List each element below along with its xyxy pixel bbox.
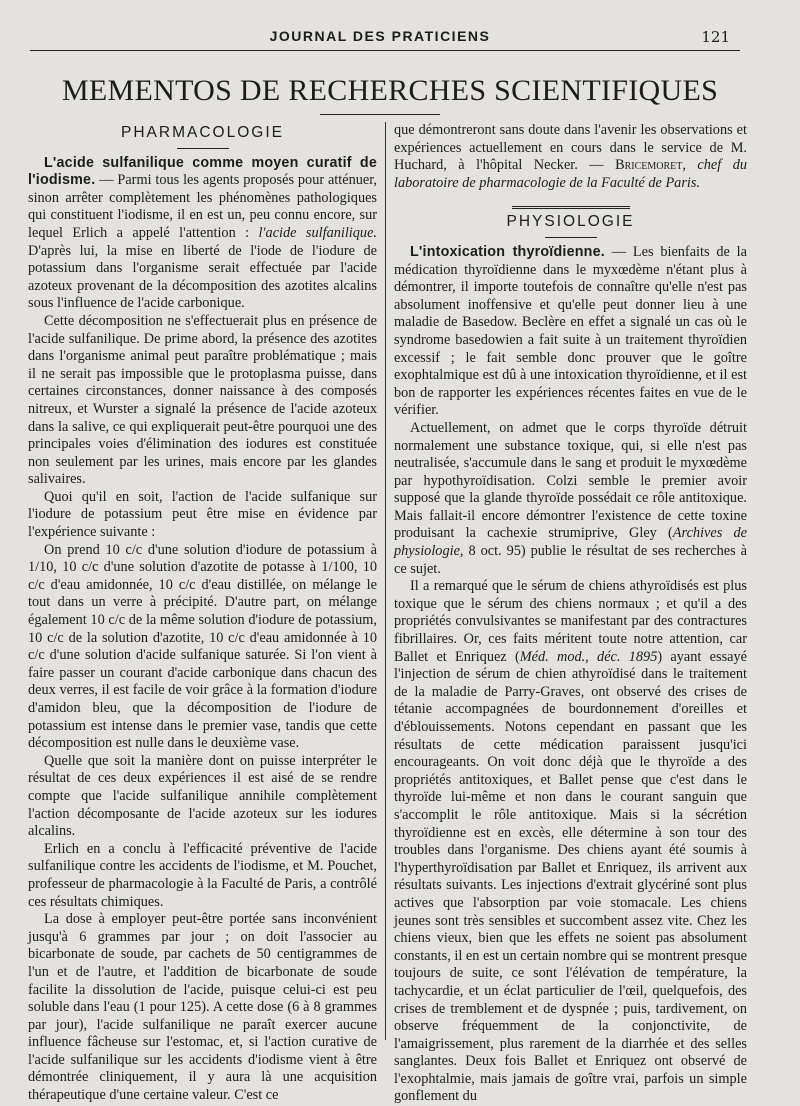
journal-title: JOURNAL DES PRATICIENS xyxy=(269,28,491,44)
section-rule xyxy=(545,237,597,238)
paragraph-text: D'après lui, la mise en liberté de l'iode de l'iodure de potassium dans l'organisme serait effectuée par l'acide azoteux provenant de la décomposition des azotites alcalins sous l'influence de l'acide carbonique. xyxy=(28,242,377,312)
page-number: 121 xyxy=(701,28,730,46)
left-column xyxy=(28,122,377,1104)
article-paragraph xyxy=(28,155,377,313)
article-paragraph xyxy=(394,420,747,578)
paragraph-text: que démontreront sans doute dans l'avenir les observations et expériences actuellement en cours dans le service de M. Huchard, à l'hôpital Necker. — xyxy=(394,122,747,174)
article-paragraph: Quelle que soit la manière dont on puisse interpréter le résultat de ces deux expériences il est aisé de se rendre compte que l'acide sulfanilique annihile complètement l'action décomposante de l'acide azoteux sur les iodures alcalins. xyxy=(28,752,377,840)
italic-text: l'acide sulfanilique. xyxy=(258,224,377,241)
italic-text: Méd. mod., déc. 1895 xyxy=(519,648,658,665)
article-paragraph: Erlich en a conclu à l'efficacité préventive de l'acide sulfanilique contre les accidents de l'iodisme, et M. Pouchet, professeur de pharmacologie à la Faculté de Paris, a contrôlé ces résultats chimiques. xyxy=(28,840,377,910)
paragraph-text: ) ayant essayé l'injection de sérum de chien athyroïdisé dans le traitement de la maladie de Parry-Graves, ont observé des crises de tétanie accompagnées de bourdonnement d'oreilles et d'éblouissements. Notons cependant en passant que les résultats de cette médication paraissent jusqu'ici encourageants. On voit donc déjà que le thyroïde a des propriétés antitoxiques, et Ballet pense que c'est dans le thyroïde lui-même et non dans le courant sanguin que s'accomplit le rôle antitoxique. Mais si la sécrétion thyroïdienne est en excès, elle détermine à son tour des troubles dans l'organisme. Des chiens ayant été soumis à l'hyperthyroïdisation par Ballet et Enriquez, ils arrivent aux résultats suivants. Les injections d'extrait glycériné sont plus actives que l'absorption par voie stomacale. Les chiens jeunes sont très sensibles et succombent assez vite. Chez les chiens vieux, bien que les effets ne soient pas absolument constants, il en est un certain nombre qui se montrent presque toujours de suite, ce sont l'élévation de température, la tachycardie, et un éclat particulier de l'œil, quelquefois, des crises de tremblement et de dyspnée ; puis, tardivement, on observe fréquemment de la conjonctivite, de l'amaigrissement, plus rarement de la diarrhée et des selles sanglantes. Deux fois Ballet et Enriquez ont observé de l'exophtalmie, mais jamais de goître vrai, parfois un simple gonflement du xyxy=(394,648,747,1105)
paragraph-text: Actuellement, on admet que le corps thyroïde détruit normalement une substance toxique, qui, si elle n'est pas neutralisée, s'accumule dans le sang et produit le myxœdème par hypothyroïdisation. Colzi semble le premier avoir supposé que la glande thyroïde possédait ce rôle antitoxique. Mais fallait-il encore démontrer l'existence de cette toxine produisant la cachexie strumiprive, Gley ( xyxy=(394,419,747,542)
article-lead: L'intoxication thyroïdienne. xyxy=(410,243,605,260)
article-paragraph xyxy=(394,578,747,1106)
paragraph-text: — Les bienfaits de la médication thyroïdienne dans le myxœdème n'étant plus à démontrer, il importe toutefois de connaître qu'elle n'est pas absolument inoffensive et qu'elle peut donner lieu à une maladie de Basedow. Beclère en effet a signalé un cas où le syndrome basedowien a fait suite à un traitement thyroïdien excessif ; le fait semble donc prouver que le goître exophtalmique est dû à une intoxication thyroïdienne, et il est bon de rapporter les expériences récentes faites en vue de le vérifier. xyxy=(394,243,747,419)
article-paragraph: On prend 10 c/c d'une solution d'iodure de potassium à 1/10, 10 c/c d'une solution d'azotite de potasse à 1/100, 10 c/c d'eau amidonnée, 10 c/c d'eau distillée, on mélange le tout dans un verre à précipité. D'autre part, on mélange également 10 c/c de la même solution d'iodure de potassium, 10 c/c de la solution d'azotite, 10 c/c d'eau amidonnée à 10 c/c d'une solution d'acide sulfanique saturée. Si l'on vient à faire passer un courant d'acide carbonique dans chacun des deux verres, il est facile de voir grâce à la formation d'iodure d'amidon bleu, que la décomposition de l'iodure de potassium est intense dans le premier vase, tandis que cette décomposition est nulle dans le deuxième vase. xyxy=(28,541,377,752)
article-lead: L'acide sulfanilique comme moyen curatif de l'iodisme. xyxy=(28,154,377,189)
running-head xyxy=(30,28,730,50)
author-role: chef du laboratoire de pharmacologie de la Faculté de Paris. xyxy=(394,157,748,191)
section-separator xyxy=(512,206,630,209)
article-paragraph xyxy=(394,244,747,420)
title-rule xyxy=(320,114,440,115)
section-rule xyxy=(177,148,229,149)
article-paragraph: Cette décomposition ne s'effectuerait plus en présence de l'acide sulfanilique. De prime abord, la présence des azotites dans l'organisme animal peut paraître problématique ; mais il ne serait pas impossible que le protoplasma puisse, dans certaines circonstances, donner naissance à des composés nitreux, et Wurster a signalé la présence de l'acide azoteux dans la salive, ce qui expliquerait peut-être pourquoi une des principales voies d'élimination des iodures est constituée non seulement par les urines, mais encore par les glandes salivaires. xyxy=(28,312,377,488)
section-heading-pharmacologie: PHARMACOLOGIE xyxy=(121,124,284,141)
article-paragraph: Quoi qu'il en soit, l'action de l'acide sulfanique sur l'iodure de potassium peut être mise en évidence par l'expérience suivante : xyxy=(28,488,377,541)
column-divider xyxy=(385,122,386,1040)
paragraph-text: 8 oct. 95) publie le résultat de ses recherches à ce sujet. xyxy=(394,543,747,577)
article-continuation xyxy=(394,122,747,192)
section-heading-physiologie: PHYSIOLOGIE xyxy=(506,213,635,231)
paragraph-text: — Parmi tous les agents proposés pour atténuer, sinon arrêter complètement les phénomènes pathologiques qui constituent l'iodisme, il en est un, peu connu encore, sur lequel Erlich a appelé l'attention : xyxy=(28,172,377,241)
italic-text: Archives de physiologie, xyxy=(394,525,747,560)
author-name: Bricemoret, xyxy=(615,157,686,174)
right-column xyxy=(394,122,748,1105)
paragraph-text: Il a remarqué que le sérum de chiens athyroïdisés est plus toxique que le sérum des chiens normaux ; et qu'il a des propriétés convulsivantes se manifestant par des contractures fibrillaires. Or, ces faits méritent toute notre attention, car Ballet et Enriquez ( xyxy=(394,578,747,665)
header-rule xyxy=(30,50,740,51)
article-paragraph: La dose à employer peut-être portée sans inconvénient jusqu'à 6 grammes par jour ; on doit l'associer au bicarbonate de soude, par cachets de 50 centigrammes de l'un et de l'autre, et l'addition de bicarbonate de soude facilite la dissolution de l'acide, puisque celui-ci est peu soluble dans l'eau (1 pour 125). A cette dose (6 à 8 grammes par jour), l'acide sulfanilique ne paraît exercer aucune influence fâcheuse sur l'estomac, et, si l'action curative de l'acide sulfanilique sur les accidents d'iodisme vient à être démontrée cliniquement, il y aura là une acquisition thérapeutique d'une certaine valeur. C'est ce xyxy=(28,911,377,1104)
main-title: MEMENTOS DE RECHERCHES SCIENTIFIQUES xyxy=(61,74,719,107)
